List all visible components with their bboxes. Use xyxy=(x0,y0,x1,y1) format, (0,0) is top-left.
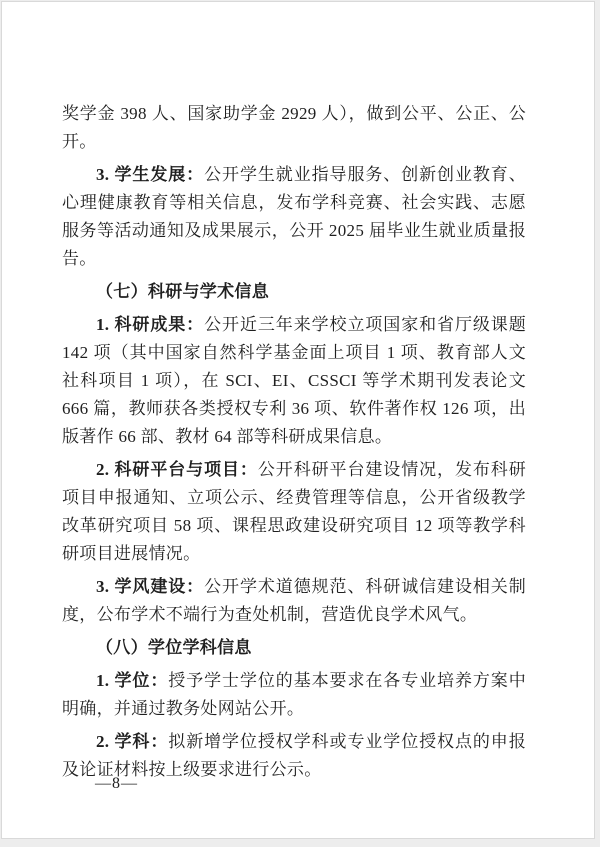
section-heading-research xyxy=(62,278,526,306)
paragraph-student-development xyxy=(62,161,526,273)
section-heading-degrees xyxy=(62,634,526,662)
section-heading-text: （七）科研与学术信息 xyxy=(96,282,269,301)
paragraph-label: 1. 学位： xyxy=(96,671,169,690)
paragraph-text: 拟新增学位授权学科或专业学位授权点的申报及论证材料按上级要求进行公示。 xyxy=(62,732,527,779)
paragraph-continuation xyxy=(62,100,526,156)
paragraph-label: 3. 学风建设： xyxy=(96,577,205,596)
paragraph-text: 公开学术道德规范、科研诚信建设相关制度，公布学术不端行为查处机制，营造优良学术风气。 xyxy=(62,577,526,624)
paragraph-text: 奖学金 398 人、国家助学金 2929 人），做到公平、公正、公开。 xyxy=(62,104,526,151)
paragraph-label: 1. 科研成果： xyxy=(96,315,205,334)
paragraph-label: 3. 学生发展： xyxy=(96,165,205,184)
page-number: —8— xyxy=(95,775,138,792)
document-page xyxy=(1,1,595,839)
paragraph-text: 公开科研平台建设情况，发布科研项目申报通知、立项公示、经费管理等信息，公开省级教学改革研究项目 58 项、课程思政建设研究项目 12 项等教学科研项目进展情况。 xyxy=(62,460,526,563)
section-heading-text: （八）学位学科信息 xyxy=(96,638,252,657)
paragraph-degrees xyxy=(62,667,526,723)
paragraph-research-achievements xyxy=(62,311,526,451)
paragraph-label: 2. 学科： xyxy=(96,732,169,751)
paragraph-text: 授予学士学位的基本要求在各专业培养方案中明确，并通过教务处网站公开。 xyxy=(62,671,527,718)
page-body-text xyxy=(62,100,526,784)
paragraph-research-platforms xyxy=(62,456,526,568)
paragraph-text: 公开近三年来学校立项国家和省厅级课题 142 项（其中国家自然科学基金面上项目 1 项、教育部人文社科项目 1 项），在 SCI、EI、CSSCI 等学术期刊发表论文 666 篇，教师获各类授权专利 36 项、软件著作权 126 项，出版著作 66 部、教材 64 部等科研成果信息。 xyxy=(62,315,526,446)
paragraph-text: 公开学生就业指导服务、创新创业教育、心理健康教育等相关信息，发布学科竞赛、社会实践、志愿服务等活动通知及成果展示，公开 2025 届毕业生就业质量报告。 xyxy=(62,165,526,268)
paragraph-label: 2. 科研平台与项目： xyxy=(96,460,258,479)
paragraph-academic-conduct xyxy=(62,573,526,629)
